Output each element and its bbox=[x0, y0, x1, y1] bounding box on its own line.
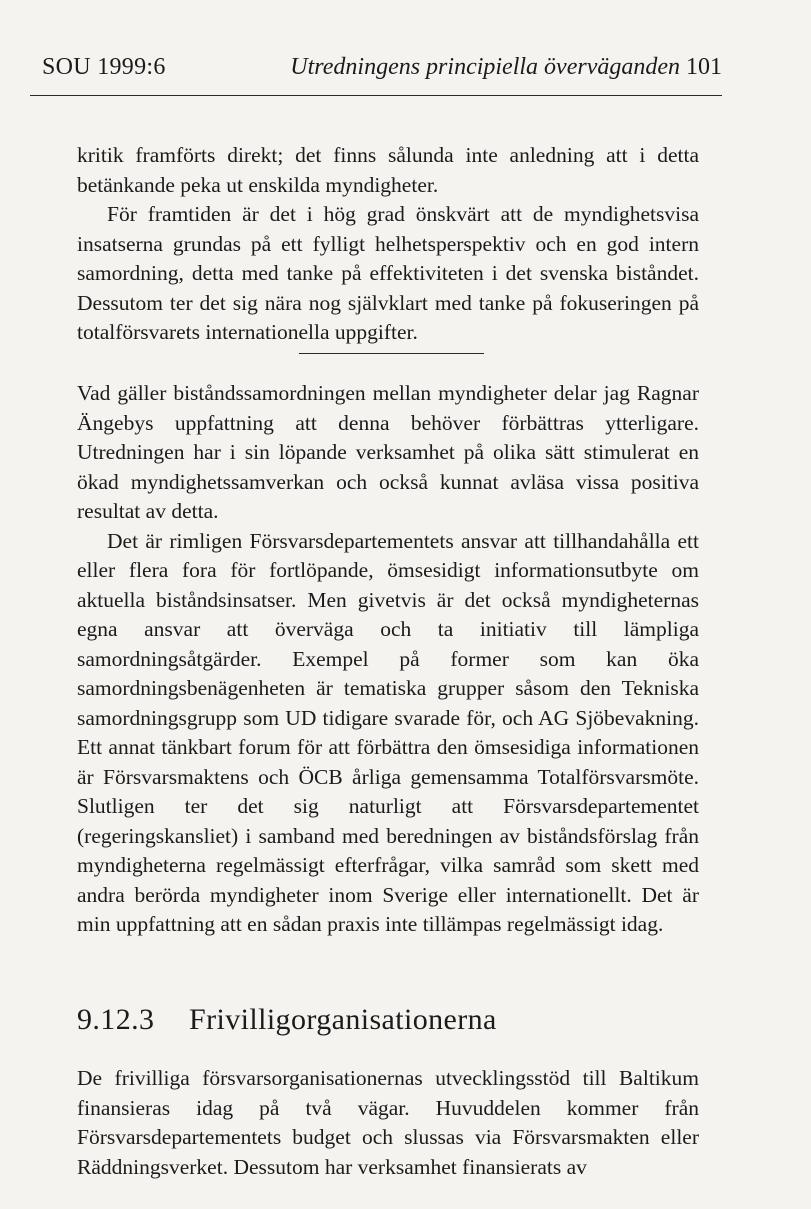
paragraph: De frivilliga försvarsorganisationernas utvecklingsstöd till Baltikum finansieras idag på två vägar. Huvuddelen kommer från Försvarsdepartementets budget och slussas via Försvarsmakten eller Räddningsverket. Dessutom har verksamhet finansierats av bbox=[77, 1066, 699, 1179]
chapter-title: Utredningens principiella överväganden bbox=[290, 54, 680, 80]
text-block-3 bbox=[77, 1064, 699, 1182]
page-number: 101 bbox=[686, 54, 722, 80]
report-identifier: SOU 1999:6 bbox=[42, 54, 166, 80]
section-heading bbox=[77, 1003, 497, 1037]
text-block-2 bbox=[77, 379, 699, 940]
paragraph: Det är rimligen Försvarsdepartementets ansvar att tillhandahålla ett eller flera fora för fortlöpande, ömsesidigt informationsutbyte om aktuella biståndsinsatser. Men givetvis är det också myndigheternas egna ansvar att överväga och ta initiativ till lämpliga samordningsåtgärder. Exempel på former som kan öka samordningsbenägenheten är tematiska grupper såsom den Tekniska samordningsgrupp som UD tidigare svarade för, och AG Sjöbevakning. Ett annat tänkbart forum för att förbättra den ömsesidiga informationen är Försvarsmaktens och ÖCB årliga gemensamma Totalförsvarsmöte. Slutligen ter det sig naturligt att Försvarsdepartementet (regeringskansliet) i samband med beredningen av biståndsförslag från myndigheterna regelmässigt efterfrågar, vilka samråd som skett med andra berörda myndigheter inom Sverige eller internationellt. Det är min uppfattning att en sådan praxis inte tillämpas regelmässigt idag. bbox=[77, 528, 699, 936]
paragraph: kritik framförts direkt; det finns sålunda inte anledning att i detta betänkande peka ut enskilda myndigheter. bbox=[77, 143, 699, 197]
paragraph: Vad gäller biståndssamordningen mellan myndigheter delar jag Ragnar Ängebys uppfattning att denna behöver förbättras ytterligare. Utredningen har i sin löpande verksamhet på olika sätt stimulerat en ökad myndighetssamverkan och också kunnat avläsa vissa positiva resultat av detta. bbox=[77, 381, 699, 523]
section-title: Frivilligorganisationerna bbox=[189, 1003, 497, 1036]
running-header bbox=[30, 52, 722, 88]
paragraph: För framtiden är det i hög grad önskvärt att de myndighetsvisa insatserna grundas på ett fylligt helhetsperspektiv och en god intern samordning, detta med tanke på effektiviteten i det svenska biståndet. Dessutom ter det sig nära nog självklart med tanke på fokuseringen på totalförsvarets internationella uppgifter. bbox=[77, 202, 699, 344]
header-rule bbox=[30, 95, 722, 96]
section-number: 9.12.3 bbox=[77, 1003, 155, 1036]
text-block-1 bbox=[77, 141, 699, 348]
running-title bbox=[290, 54, 722, 81]
section-separator bbox=[299, 353, 484, 354]
